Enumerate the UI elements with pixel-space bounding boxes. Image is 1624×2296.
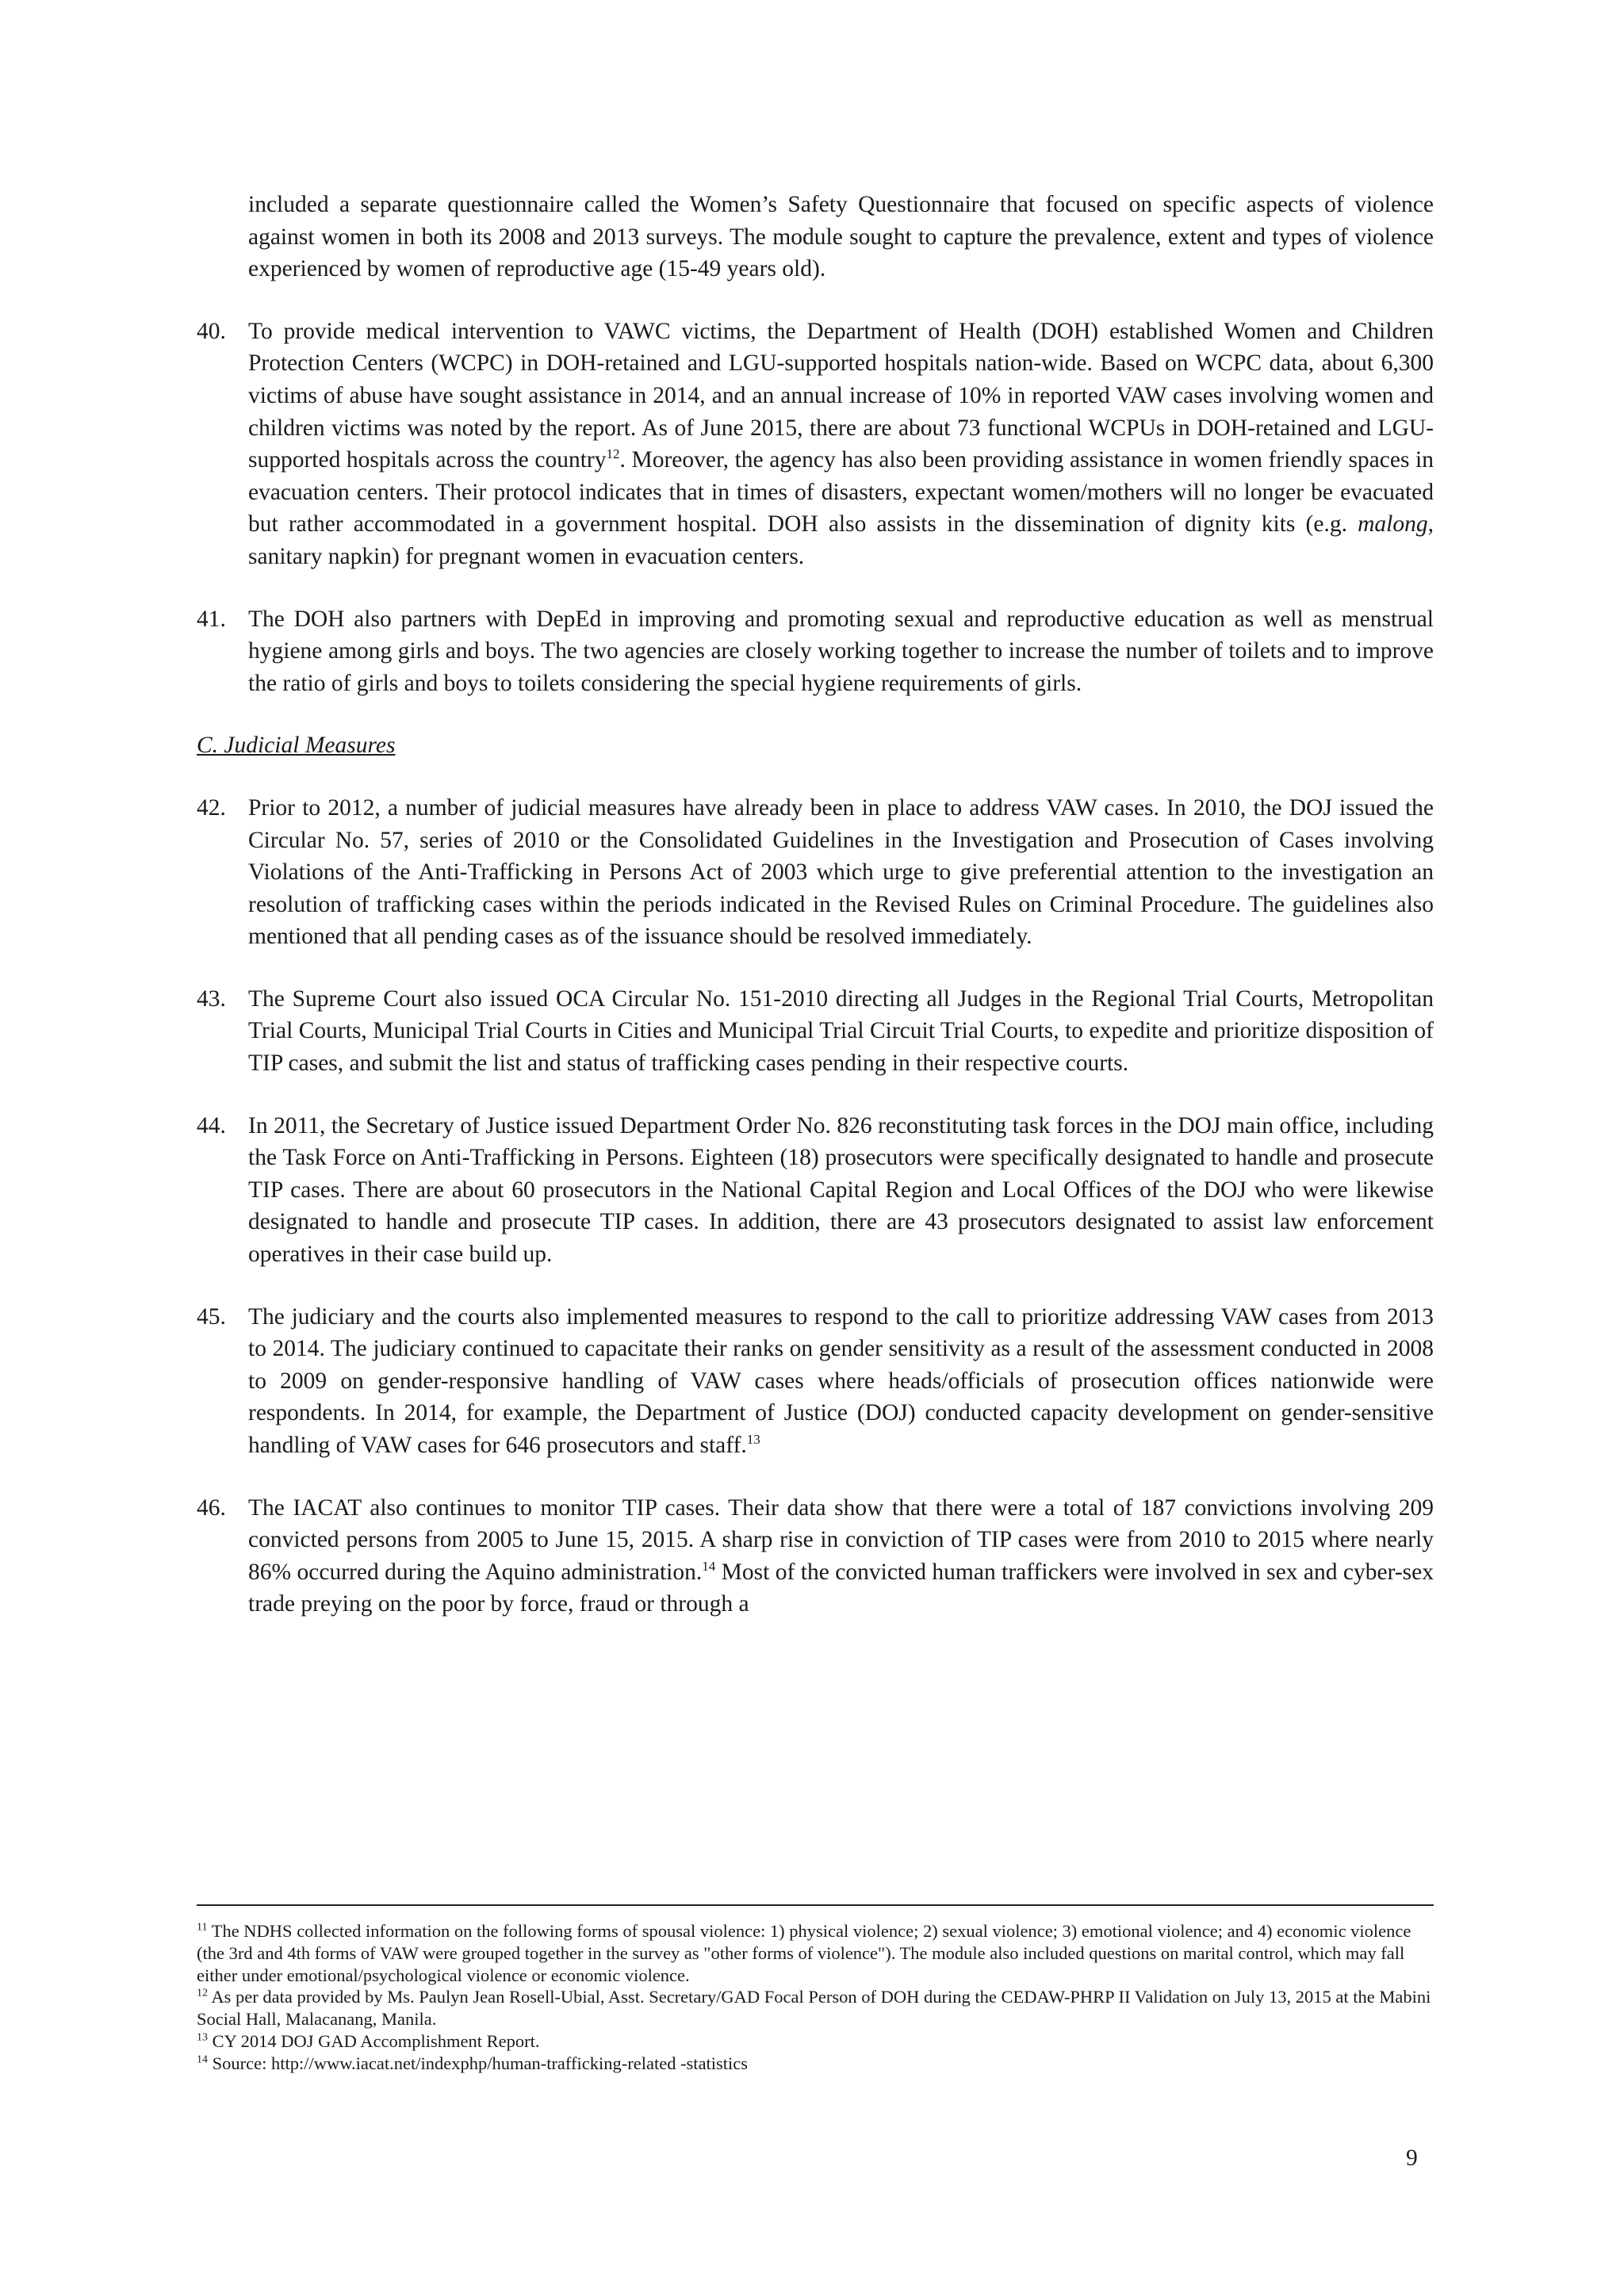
paragraph-number: 46.: [197, 1494, 226, 1521]
footnote-text: The NDHS collected information on the following forms of spousal violence: 1) physical violence; 2) sexual violence; 3) emotional violence; and 4) economic violence (the 3rd and 4th forms of VAW were grouped together in the survey as "other forms of violence"). The module also included questions on marital control, which may fall either under emotional/psychological violence or economic violence.: [197, 1921, 1411, 1985]
footnote-number: 12: [197, 1987, 208, 1999]
paragraph-text: . Moreover, the agency has also been providing assistance in women friendly spaces in evacuation centers. Their protocol indicates that in times of disasters, expectant women/mothers will no longer be evacuated but rather accommodated in a government hospital. DOH also assists in the dissemination of dignity kits (e.g.: [248, 447, 1434, 538]
paragraph-number: 40.: [197, 318, 226, 344]
paragraph-text: The judiciary and the courts also implemented measures to respond to the call to prioritize addressing VAW cases from 2013 to 2014. The judiciary continued to capacitate their ranks on gender sensitivity as a result of the assessment conducted in 2008 to 2009 on gender-responsive handling of VAW cases where heads/officials of prosecution offices nationwide were respondents. In 2014, for example, the Department of Justice (DOJ) conducted capacity development on gender-sensitive handling of VAW cases for 646 prosecutors and staff.: [248, 1303, 1434, 1458]
paragraph-number: 43.: [197, 985, 226, 1012]
paragraph-44: [197, 1110, 1434, 1271]
italic-term: malong: [1358, 511, 1428, 538]
footnote-12: [197, 1986, 1434, 2030]
footnote-13: [197, 2030, 1434, 2053]
paragraph-text: The DOH also partners with DepEd in improving and promoting sexual and reproductive education as well as menstrual hygiene among girls and boys. The two agencies are closely working together to increase the number of toilets and to improve the ratio of girls and boys to toilets considering the special hygiene requirements of girls.: [248, 606, 1434, 696]
footnote-number: 11: [197, 1921, 208, 1934]
paragraph-text: The IACAT also continues to monitor TIP cases. Their data show that there were a total of 187 convictions involving 209 convicted persons from 2005 to June 15, 2015. A sharp rise in conviction of TIP cases were from 2010 to 2015 where nearly 86% occurred during the Aquino administration.: [248, 1494, 1434, 1585]
intro-paragraph: included a separate questionnaire called the Women’s Safety Questionnaire that focused on specific aspects of violence against women in both its 2008 and 2013 surveys. The module sought to capture the prevalence, extent and types of violence experienced by women of reproductive age (15-49 years old).: [248, 192, 1434, 282]
paragraph-45: [197, 1301, 1434, 1462]
footnote-14: [197, 2053, 1434, 2075]
paragraph-40: [197, 316, 1434, 573]
section-heading: C. Judicial Measures: [197, 733, 396, 759]
footnotes: [197, 1920, 1434, 2075]
footnote-number: 13: [197, 2031, 208, 2044]
footnote-text: CY 2014 DOJ GAD Accomplishment Report.: [208, 2030, 540, 2051]
paragraph-text: To provide medical intervention to VAWC victims, the Department of Health (DOH) established Women and Children Protection Centers (WCPC) in DOH-retained and LGU-supported hospitals nation-wide. Based on WCPC data, about 6,300 victims of abuse have sought assistance in 2014, and an annual increase of 10% in reported VAW cases involving women and children victims was noted by the report. As of June 2015, there are about 73 functional WCPUs in DOH-retained and LGU-supported hospitals across the country: [248, 318, 1434, 473]
paragraph-43: [197, 983, 1434, 1080]
paragraph-text: In 2011, the Secretary of Justice issued Department Order No. 826 reconstituting task forces in the DOJ main office, including the Task Force on Anti-Trafficking in Persons. Eighteen (18) prosecutors were specifically designated to handle and prosecute TIP cases. There are about 60 prosecutors in the National Capital Region and Local Offices of the DOJ who were likewise designated to handle and prosecute TIP cases. In addition, there are 43 prosecutors designated to assist law enforcement operatives in their case build up.: [248, 1112, 1434, 1268]
footnote-divider: [197, 1904, 1434, 1906]
paragraph-42: [197, 792, 1434, 953]
page-number: 9: [1406, 2145, 1418, 2171]
paragraph-number: 44.: [197, 1112, 226, 1138]
paragraph-number: 45.: [197, 1303, 226, 1330]
paragraph-46: [197, 1492, 1434, 1621]
footnote-ref: 13: [746, 1432, 760, 1448]
footnote-11: [197, 1920, 1434, 1986]
footnote-ref: 12: [606, 446, 620, 462]
paragraph-text: Prior to 2012, a number of judicial measures have already been in place to address VAW cases. In 2010, the DOJ issued the Circular No. 57, series of 2010 or the Consolidated Guidelines in the Investigation and Prosecution of Cases involving Violations of the Anti-Trafficking in Persons Act of 2003 which urge to give preferential attention to the investigation an resolution of trafficking cases within the periods indicated in the Revised Rules on Criminal Procedure. The guidelines also mentioned that all pending cases as of the issuance should be resolved immediately.: [248, 794, 1434, 950]
paragraph-text: Most of the convicted human traffickers were involved in sex and cyber-sex trade preying on the poor by force, fraud or through a: [248, 1559, 1434, 1617]
footnote-text: Source: http://www.iacat.net/indexphp/human-trafficking-related -statistics: [208, 2053, 749, 2073]
body-text: [197, 189, 1434, 1621]
paragraph-number: 42.: [197, 794, 226, 821]
footnote-ref: 14: [702, 1558, 716, 1574]
paragraph-text: , sanitary napkin) for pregnant women in evacuation centers.: [248, 511, 1434, 569]
footnote-text: As per data provided by Ms. Paulyn Jean Rosell-Ubial, Asst. Secretary/GAD Focal Person of DOH during the CEDAW-PHRP II Validation on July 13, 2015 at the Mabini Social Hall, Malacanang, Manila.: [197, 1987, 1431, 2030]
paragraph-41: [197, 603, 1434, 700]
paragraph-text: The Supreme Court also issued OCA Circular No. 151-2010 directing all Judges in the Regional Trial Courts, Metropolitan Trial Courts, Municipal Trial Courts in Cities and Municipal Trial Circuit Trial Courts, to expedite and prioritize disposition of TIP cases, and submit the list and status of trafficking cases pending in their respective courts.: [248, 985, 1434, 1077]
paragraph-number: 41.: [197, 606, 226, 632]
footnote-number: 14: [197, 2053, 208, 2066]
